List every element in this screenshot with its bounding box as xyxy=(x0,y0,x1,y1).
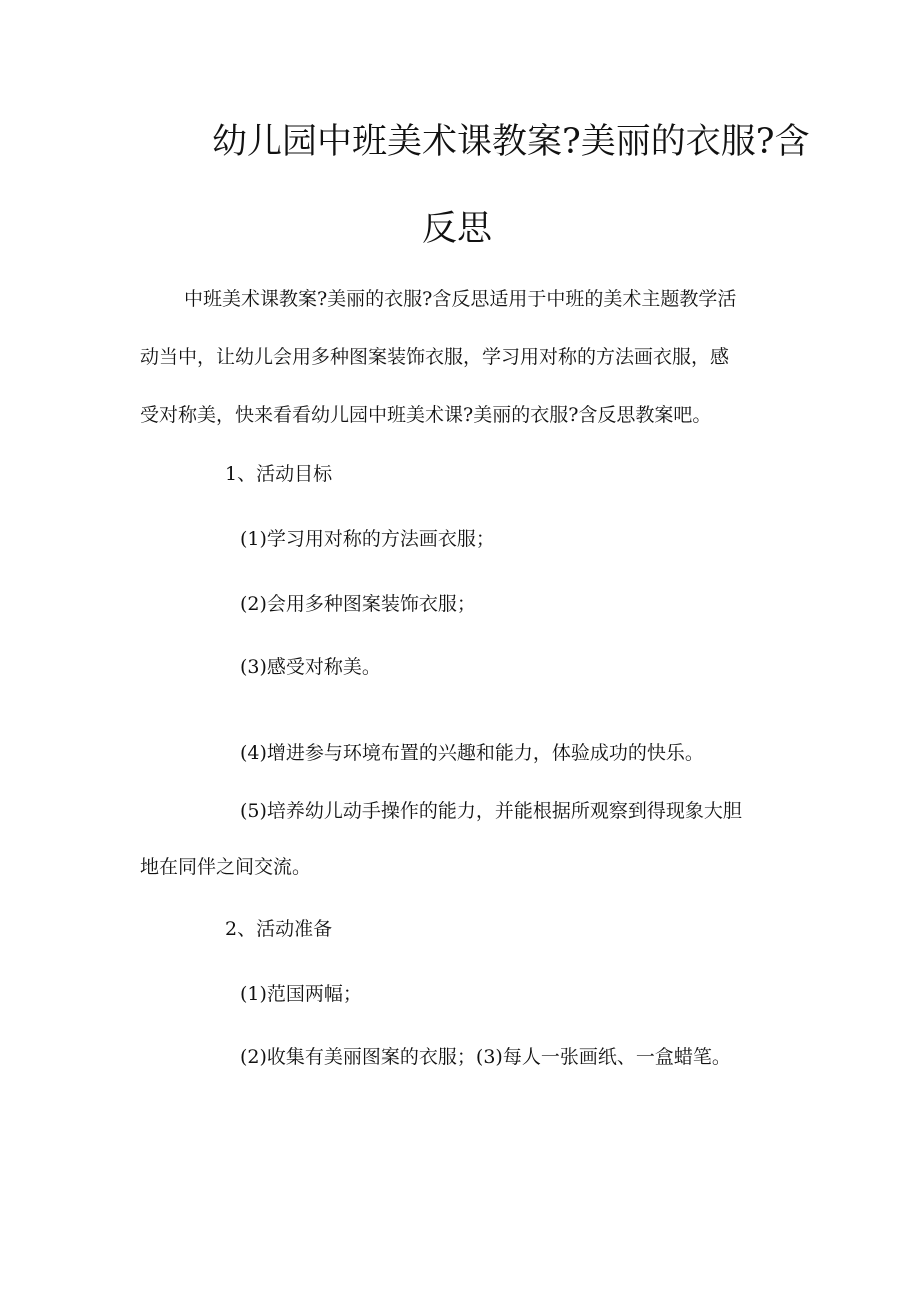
preparation-item-1: (1)范国两幅； xyxy=(240,983,362,1005)
document-title-line-2: 反思 xyxy=(422,209,493,249)
intro-line-2: 动当中，让幼儿会用多种图案装饰衣服，学习用对称的方法画衣服，感 xyxy=(140,346,730,368)
goal-item-5-line-2: 地在同伴之间交流。 xyxy=(140,856,312,878)
goal-item-5-line-1: (5)培养幼儿动手操作的能力，并能根据所观察到得现象大胆 xyxy=(240,800,742,822)
preparation-item-2-3: (2)收集有美丽图案的衣服；(3)每人一张画纸、一盒蜡笔。 xyxy=(240,1046,731,1068)
document-title-line-1: 幼儿园中班美术课教案?美丽的衣服?含 xyxy=(212,122,810,162)
intro-line-1: 中班美术课教案?美丽的衣服?含反思适用于中班的美术主题教学活 xyxy=(184,288,737,310)
section-heading-activity-preparation: 2、活动准备 xyxy=(225,918,333,940)
goal-item-3: (3)感受对称美。 xyxy=(240,656,381,678)
intro-line-3: 受对称美，快来看看幼儿园中班美术课?美丽的衣服?含反思教案吧。 xyxy=(140,404,712,426)
goal-item-4: (4)增进参与环境布置的兴趣和能力，体验成功的快乐。 xyxy=(240,742,704,764)
goal-item-1: (1)学习用对称的方法画衣服； xyxy=(240,528,495,550)
goal-item-2: (2)会用多种图案装饰衣服； xyxy=(240,593,476,615)
section-heading-activity-goals: 1、活动目标 xyxy=(225,463,333,485)
